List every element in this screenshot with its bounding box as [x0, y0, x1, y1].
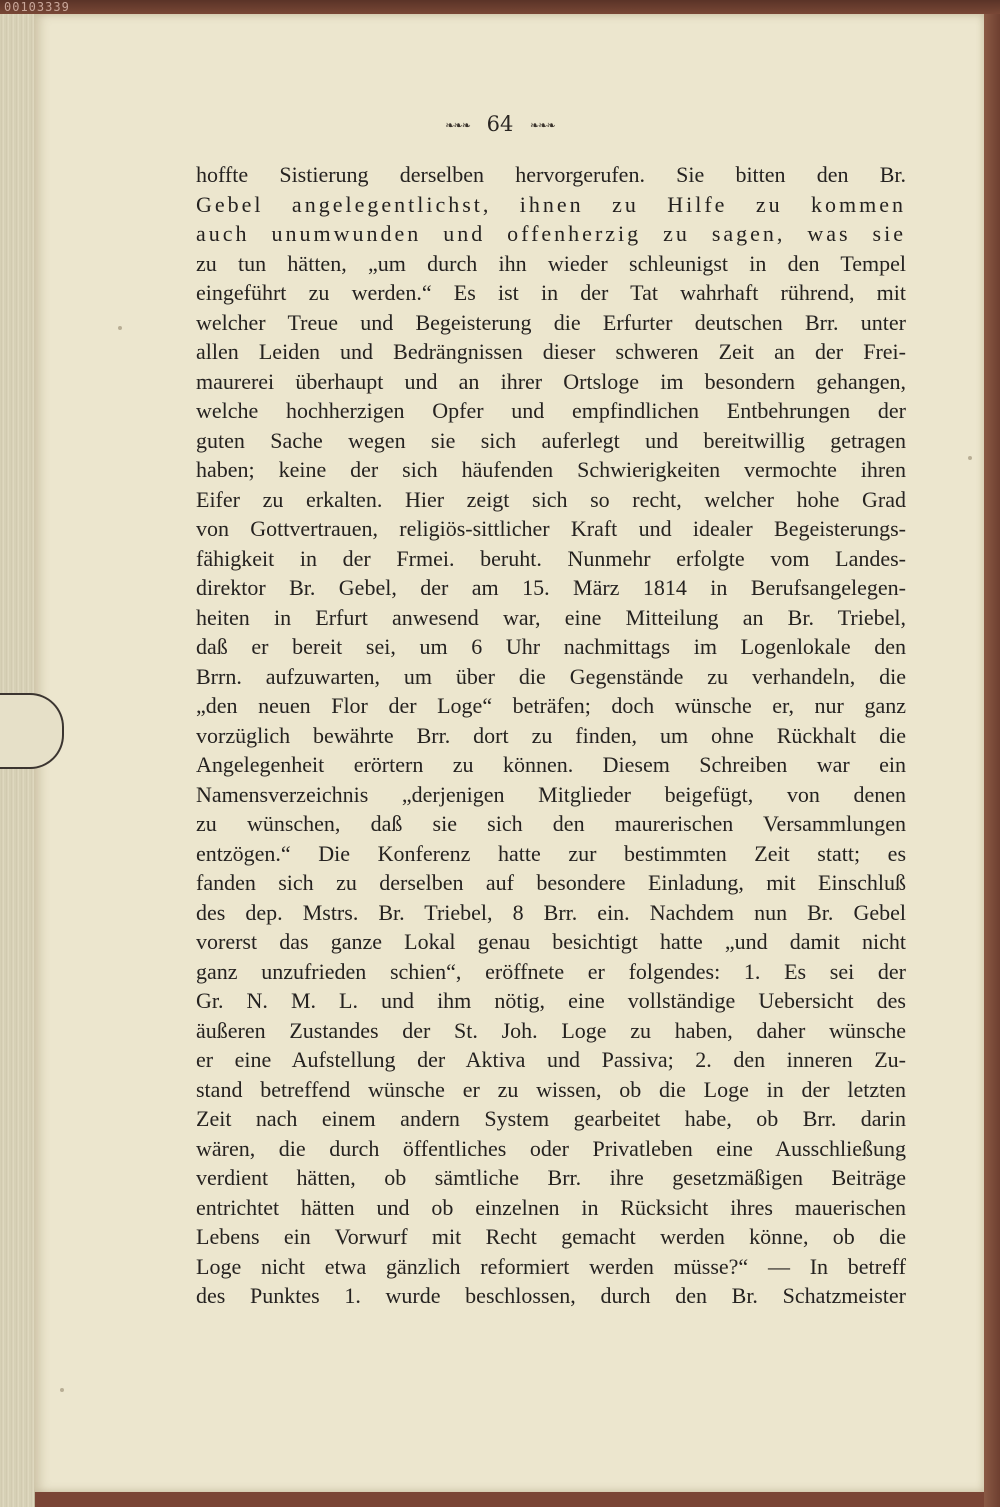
text-line: „den neuen Flor der Loge“ beträfen; doch wünsche er, nur ganz [196, 693, 906, 718]
cover-edge-right [984, 14, 1000, 1507]
text-line: vorzüglich bewährte Brr. dort zu finden, um ohne Rückhalt die [196, 722, 906, 748]
scan-id-label: 00103339 [4, 0, 70, 14]
text-line: welcher Treue und Begeisterung die Erfurter deutschen Brr. unter [196, 309, 906, 335]
text-line: auch unumwunden und offenherzig zu sagen, was sie [196, 221, 906, 246]
text-line: direktor Br. Gebel, der am 15. März 1814 in Berufsangelegen- [196, 575, 906, 600]
text-line: Loge nicht etwa gänzlich reformiert werden müsse?“ — In betreff [196, 1253, 906, 1279]
text-line: Brrn. aufzuwarten, um über die Gegenstände zu verhandeln, die [196, 663, 906, 689]
text-line: eingeführt zu werden.“ Es ist in der Tat wahrhaft rührend, mit [196, 280, 906, 305]
text-line: entzögen.“ Die Konferenz hatte zur bestimmten Zeit statt; es [196, 840, 906, 866]
text-line: er eine Aufstellung der Aktiva und Passiva; 2. den inneren Zu- [196, 1047, 906, 1072]
text-line: fanden sich zu derselben auf besondere Einladung, mit Einschluß [196, 870, 906, 895]
body-text [196, 160, 906, 1311]
text-line: wären, die durch öffentliches oder Privatleben eine Ausschließung [196, 1135, 906, 1161]
text-line: daß er bereit sei, um 6 Uhr nachmittags im Logenlokale den [196, 634, 906, 659]
text-line: von Gottvertrauen, religiös-sittlicher Kraft und idealer Begeisterungs- [196, 516, 906, 541]
bookmark-tab [0, 693, 64, 769]
text-line: maurerei überhaupt und an ihrer Ortsloge im besondern gehangen, [196, 368, 906, 394]
header-ornament-left: ❧❧❧ [445, 119, 470, 132]
text-line: äußeren Zustandes der St. Joh. Loge zu haben, daher wünsche [196, 1017, 906, 1043]
text-line: stand betreffend wünsche er zu wissen, ob die Loge in der letzten [196, 1076, 906, 1102]
text-line: hoffte Sistierung derselben hervorgerufen. Sie bitten den Br. [196, 162, 906, 187]
page-number: 64 [486, 112, 514, 136]
text-line: ganz unzufrieden schien“, eröffnete er folgendes: 1. Es sei der [196, 958, 906, 984]
text-line: Eifer zu erkalten. Hier zeigt sich so recht, welcher hohe Grad [196, 486, 906, 512]
text-line: heiten in Erfurt anwesend war, eine Mitteilung an Br. Triebel, [196, 604, 906, 630]
paper-speck [968, 456, 972, 460]
text-line: fähigkeit in der Frmei. beruht. Nunmehr erfolgte vom Landes- [196, 545, 906, 571]
text-line: Zeit nach einem andern System gearbeitet habe, ob Brr. darin [196, 1106, 906, 1131]
text-line: Namensverzeichnis „derjenigen Mitglieder beigefügt, von denen [196, 781, 906, 807]
text-line: allen Leiden und Bedrängnissen dieser schweren Zeit an der Frei- [196, 339, 906, 364]
text-line: Gebel angelegentlichst, ihnen zu Hilfe zu kommen [196, 191, 906, 217]
text-line: Angelegenheit erörtern zu können. Diesem Schreiben war ein [196, 752, 906, 777]
text-line: haben; keine der sich häufenden Schwierigkeiten vermochte ihren [196, 457, 906, 482]
paper-speck [118, 326, 122, 330]
text-line: welche hochherzigen Opfer und empfindlichen Entbehrungen der [196, 398, 906, 423]
running-header [0, 112, 1000, 136]
text-line: des dep. Mstrs. Br. Triebel, 8 Brr. ein. Nachdem nun Br. Gebel [196, 899, 906, 925]
text-line: zu tun hätten, „um durch ihn wieder schleunigst in den Tempel [196, 250, 906, 276]
text-line: des Punktes 1. wurde beschlossen, durch den Br. Schatzmeister [196, 1283, 906, 1308]
text-line: vorerst das ganze Lokal genau besichtigt hatte „und damit nicht [196, 929, 906, 954]
text-line: Gr. N. M. L. und ihm nötig, eine vollständige Uebersicht des [196, 988, 906, 1013]
paper-speck [60, 1388, 64, 1392]
text-line: entrichtet hätten und ob einzelnen in Rücksicht ihres mauerischen [196, 1194, 906, 1220]
text-line: Lebens ein Vorwurf mit Recht gemacht werden könne, ob die [196, 1224, 906, 1249]
header-ornament-right: ❧❧❧ [530, 119, 555, 132]
text-line: zu wünschen, daß sie sich den maurerischen Versammlungen [196, 811, 906, 836]
text-line: guten Sache wegen sie sich auferlegt und bereitwillig getragen [196, 427, 906, 453]
text-line: verdient hätten, ob sämtliche Brr. ihre gesetzmäßigen Beiträge [196, 1165, 906, 1190]
